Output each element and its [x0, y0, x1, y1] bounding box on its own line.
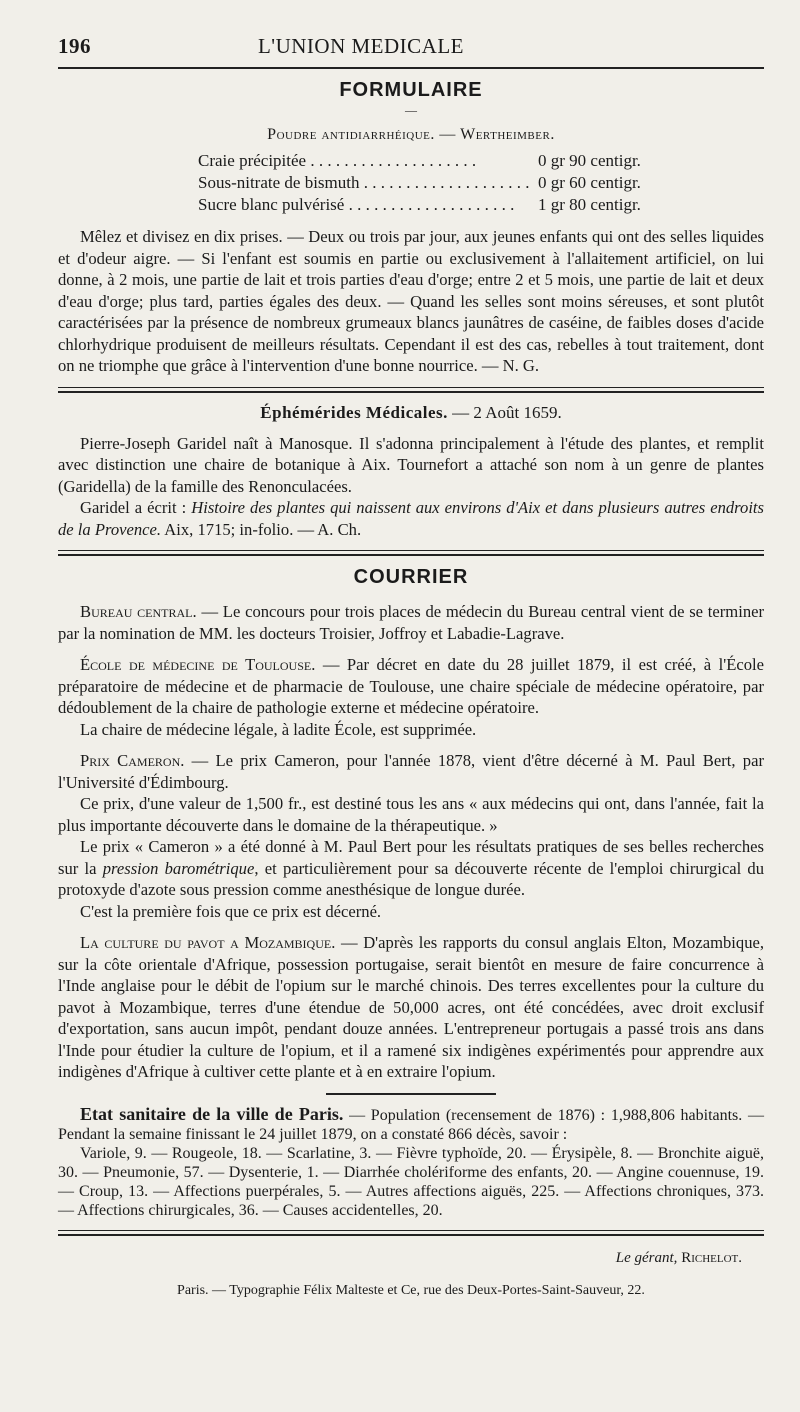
- ingredient-row: [58, 150, 764, 172]
- formulaire-title: FORMULAIRE: [339, 79, 483, 101]
- ephemerides-book-title: Histoire des plantes qui naissent aux environs d'Aix et dans plusieurs autres endroits de la Provence.: [58, 498, 764, 539]
- etat-paragraph: [58, 1105, 764, 1144]
- spacer: [58, 644, 764, 654]
- header-rule: [58, 67, 764, 69]
- formulaire-text: Mêlez et divisez en dix prises. — Deux ou trois par jour, aux jeunes enfants qui ont des selles liquides et d'odeur aigre. — Si l'enfant est soumis en partie ou exclusivement à l'allaitement artificiel, on lui donne, à 2 mois, une partie de lait et trois parties d'eau d'orge; entre 2 et 5 mois, une partie de lait et deux d'eau d'orge; plus tard, parties égales des deux. — Quand les selles sont moins séreuses, et sont plutôt caractérisées par la présence de nombreux grumeaux blancs jaunâtres de caséine, de faibles doses d'acide chlorhydrique produisent de meilleurs résultats. Cependant il est des cas, rebelles à tout traitement, dont on ne triomphe que grâce à l'intervention d'une bonne nourrice. — N. G.: [58, 227, 764, 375]
- signature-name: Richelot.: [681, 1249, 742, 1266]
- ephemerides-date: — 2 Août 1659.: [452, 402, 562, 422]
- bureau-paragraph: [58, 601, 764, 644]
- spacer: [58, 740, 764, 750]
- bureau-text: — Le concours pour trois places de médecin du Bureau central vient de se terminer par la nomination de MM. les docteurs Troisier, Joffroy et Labadie-Lagrave.: [58, 602, 765, 643]
- ingredient-name: Sucre blanc pulvérisé . . .: [198, 194, 538, 216]
- ingredient-qty: 0 gr 60 centigr.: [538, 173, 641, 192]
- section-rule: [58, 387, 764, 393]
- pavot-paragraph: [58, 932, 764, 1083]
- etat-heading: Etat sanitaire de la ville de Paris.: [80, 1103, 344, 1124]
- prix-text: — Le prix Cameron, pour l'année 1878, vient d'être décerné à M. Paul Bert, par l'Université d'Édimbourg.: [58, 751, 764, 792]
- title-dash: —: [405, 103, 417, 117]
- ephemerides-title: [58, 403, 764, 423]
- prix-paragraph: [58, 750, 764, 793]
- spacer: [58, 922, 764, 932]
- prix-text-3b: , et particulièrement pour sa découverte récente de l'emploi chirurgical du protoxyde d'azote sous pression comme anesthésique de longue durée.: [58, 858, 765, 899]
- ephemerides-text-end: Aix, 1715; in-folio. — A. Ch.: [164, 519, 362, 539]
- ingredient-name: Craie précipitée . . .: [198, 150, 538, 172]
- prix-text-3a: Le prix « Cameron » a été donné à M. Paul Bert pour les résultats pratiques de ses belles recherches sur la: [58, 837, 764, 878]
- pavot-text: — D'après les rapports du consul anglais Elton, Mozambique, sur la côte orientale d'Afrique, possession portugaise, serait bientôt en mesure de faire concurrence à l'Inde anglaise pour le débit de l'opium sur le marché chinois. Des terres excellentes pour la culture du pavot à Mozambique, terres d'une étendue de 50,000 acres, ont été concédées, avec droit exclusif d'exportation, sans aucun impôt, pendant douze années. L'entrepreneur portugais a passé trois ans dans l'Inde pour étudier la culture de l'opium, et il a ramené six indigènes expérimentés pour apprendre aux indigènes d'Afrique à cultiver cette plante et à en extraire l'opium.: [58, 933, 765, 1081]
- ingredient-list: [58, 150, 764, 216]
- prix-italic: pression barométrique: [102, 858, 255, 878]
- ecole-text: — Par décret en date du 28 juillet 1879, il est créé, à l'École préparatoire de médecine et de pharmacie de Toulouse, une chaire spéciale de médecine opératoire, par dédoublement de la chaire de pathologie externe et médecine opératoire.: [58, 655, 765, 717]
- etat-sanitaire: [58, 1105, 764, 1220]
- bureau-heading: Bureau central.: [80, 602, 197, 621]
- pavot-heading: La culture du pavot a Mozambique.: [80, 933, 336, 952]
- etat-text: — Population (recensement de 1876) : 1,988,806 habitants. — Pendant la semaine finissant le 24 juillet 1879, on a constaté 866 décès, savoir :: [58, 1106, 764, 1143]
- ingredient-qty: 0 gr 90 centigr.: [538, 151, 641, 170]
- ecole-paragraph: [58, 654, 764, 719]
- signature-label: Le gérant,: [615, 1249, 678, 1266]
- ingredient-row: [58, 194, 764, 216]
- page-number: 196: [58, 34, 91, 58]
- section-rule: [58, 550, 764, 556]
- recipe-title: Poudre antidiarrhéique. — Wertheimber.: [267, 126, 555, 143]
- prix-heading: Prix Cameron.: [80, 751, 185, 770]
- ephemerides-heading: Éphémérides Médicales.: [260, 402, 448, 422]
- spacer: [58, 216, 764, 226]
- page-column: [58, 0, 764, 1299]
- imprint: Paris. — Typographie Félix Malteste et Ce, rue des Deux-Portes-Saint-Sauveur, 22.: [177, 1282, 645, 1298]
- ecole-paragraph-2: La chaire de médecine légale, à ladite École, est supprimée.: [80, 719, 477, 739]
- footer-rule: [58, 1230, 764, 1236]
- ephemerides-text: Garidel a écrit :: [80, 498, 187, 517]
- prix-paragraph-3: [58, 836, 764, 901]
- spacer: [58, 591, 764, 601]
- page-header: [58, 0, 764, 59]
- journal-title: L'UNION MEDICALE: [257, 34, 464, 58]
- ingredient-name: Sous-nitrate de bismuth . . .: [198, 172, 538, 194]
- prix-paragraph-2: Ce prix, d'une valeur de 1,500 fr., est destiné tous les ans « aux médecins qui ont, dans l'année, fait la plus importante découverte dans le domaine de la thérapeutique. »: [58, 794, 764, 835]
- signature: [58, 1250, 742, 1267]
- ecole-heading: École de médecine de Toulouse.: [80, 655, 316, 674]
- ingredient-row: [58, 172, 764, 194]
- courrier-title: COURRIER: [353, 566, 469, 588]
- prix-paragraph-4: C'est la première fois que ce prix est décerné.: [80, 901, 382, 921]
- ephemerides-paragraph-2: [58, 497, 764, 540]
- ingredient-qty: 1 gr 80 centigr.: [538, 195, 641, 214]
- etat-paragraph-2: Variole, 9. — Rougeole, 18. — Scarlatine, 3. — Fièvre typhoïde, 20. — Érysipèle, 8. — Bronchite aiguë, 30. — Pneumonie, 57. — Dysenterie, 1. — Diarrhée cholériforme des enfants, 20. — Angine couennuse, 19. — Croup, 13. — Affections puerpérales, 5. — Autres affections aiguës, 225. — Affections chroniques, 373. — Affections chirurgicales, 36. — Causes accidentelles, 20.: [58, 1144, 764, 1219]
- ephemerides-paragraph: Pierre-Joseph Garidel naît à Manosque. Il s'adonna principalement à l'étude des plantes, et remplit avec distinction une chaire de botanique à Aix. Tournefort a attaché son nom à un genre de plantes (Garidella) de la famille des Renonculacées.: [58, 433, 764, 496]
